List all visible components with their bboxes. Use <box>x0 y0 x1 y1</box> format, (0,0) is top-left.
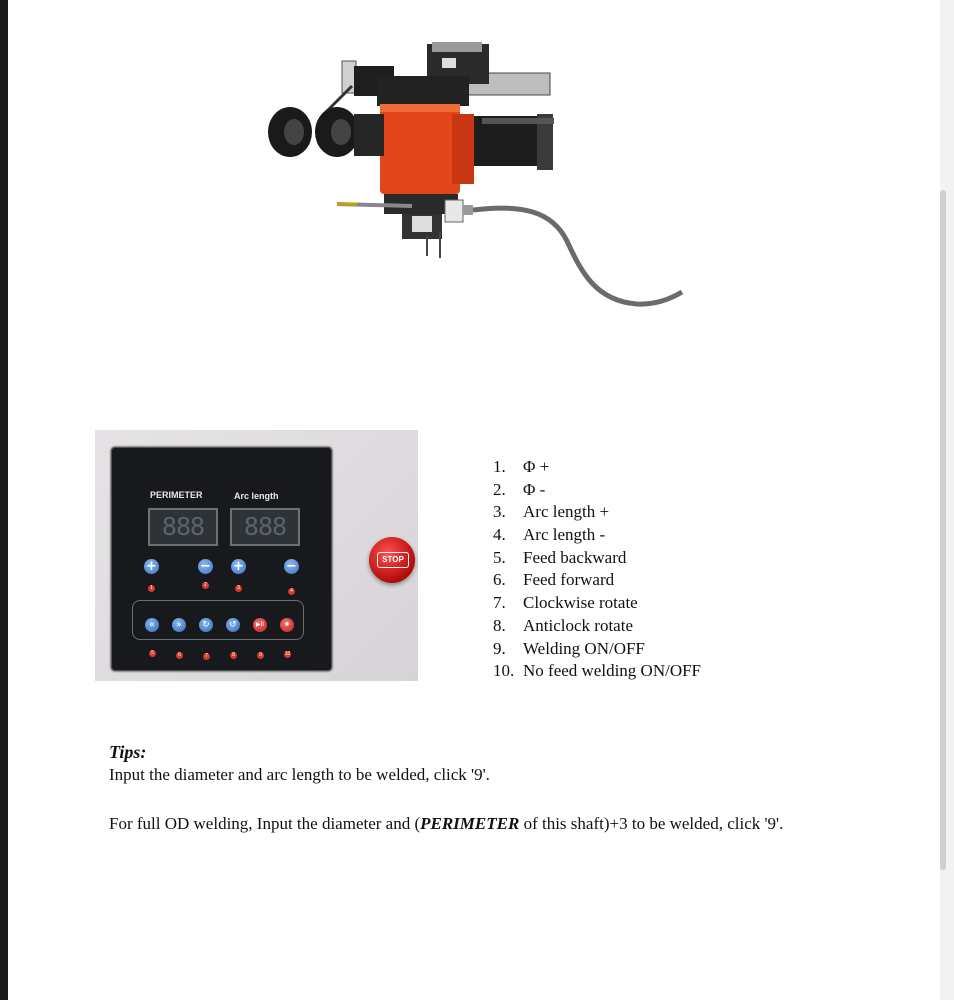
anticlock-rotate-button[interactable]: ↺ <box>226 618 240 632</box>
arc-length-label: Arc length <box>234 491 279 501</box>
diameter-minus-button[interactable]: − <box>198 559 213 574</box>
list-item: 8. Anticlock rotate <box>493 615 633 635</box>
button-number: 1 <box>148 585 155 592</box>
list-item: 1. Φ + <box>493 457 550 476</box>
scrollbar-thumb[interactable] <box>940 190 946 870</box>
control-panel-photo <box>95 430 418 681</box>
welding-machine-illustration <box>262 36 692 316</box>
arc-plus-button[interactable]: + <box>231 559 246 574</box>
button-number: 2 <box>202 582 209 589</box>
perimeter-emphasis: PERIMETER <box>420 814 520 833</box>
button-number: 7 <box>203 653 210 660</box>
control-panel <box>111 447 332 671</box>
button-number: 4 <box>288 588 295 595</box>
welding-toggle-button[interactable]: ▶II <box>253 618 267 632</box>
tips-heading: Tips: <box>109 742 147 762</box>
feed-forward-button[interactable]: » <box>172 618 186 632</box>
list-item: 9. Welding ON/OFF <box>493 638 645 658</box>
list-item: 4. Arc length - <box>493 525 606 545</box>
list-item: 2. Φ - <box>493 479 546 499</box>
list-item: 5. Feed backward <box>493 547 627 567</box>
arc-length-display: 888 <box>230 508 300 546</box>
perimeter-display: 888 <box>148 508 218 546</box>
list-item: 10. No feed welding ON/OFF <box>493 661 702 681</box>
arc-minus-button[interactable]: − <box>284 559 299 574</box>
diameter-plus-button[interactable]: + <box>144 559 159 574</box>
stop-button[interactable] <box>369 537 415 583</box>
scrollbar[interactable] <box>940 0 954 1000</box>
no-feed-welding-button[interactable]: ✺ <box>280 618 294 632</box>
list-item: 7. Clockwise rotate <box>493 593 638 613</box>
perimeter-label: PERIMETER <box>150 490 203 500</box>
button-number: 5 <box>149 650 156 657</box>
function-button-row <box>132 600 304 640</box>
stop-label: STOP <box>377 552 409 568</box>
tips-text-1: Input the diameter and arc length to be welded, click '9'. <box>109 765 490 784</box>
clockwise-rotate-button[interactable]: ↻ <box>199 618 213 632</box>
list-item: 6. Feed forward <box>493 570 615 590</box>
button-number: 8 <box>230 652 237 659</box>
button-legend-list <box>493 456 701 683</box>
button-number: 9 <box>257 652 264 659</box>
button-number: 10 <box>284 651 291 657</box>
list-item: 3. Arc length + <box>493 502 610 522</box>
tips-text-2: For full OD welding, Input the diameter and (PERIMETER of this shaft)+3 to be welded, click '9'. <box>109 814 784 833</box>
button-number: 3 <box>235 585 242 592</box>
feed-backward-button[interactable]: « <box>145 618 159 632</box>
button-number: 6 <box>176 652 183 659</box>
